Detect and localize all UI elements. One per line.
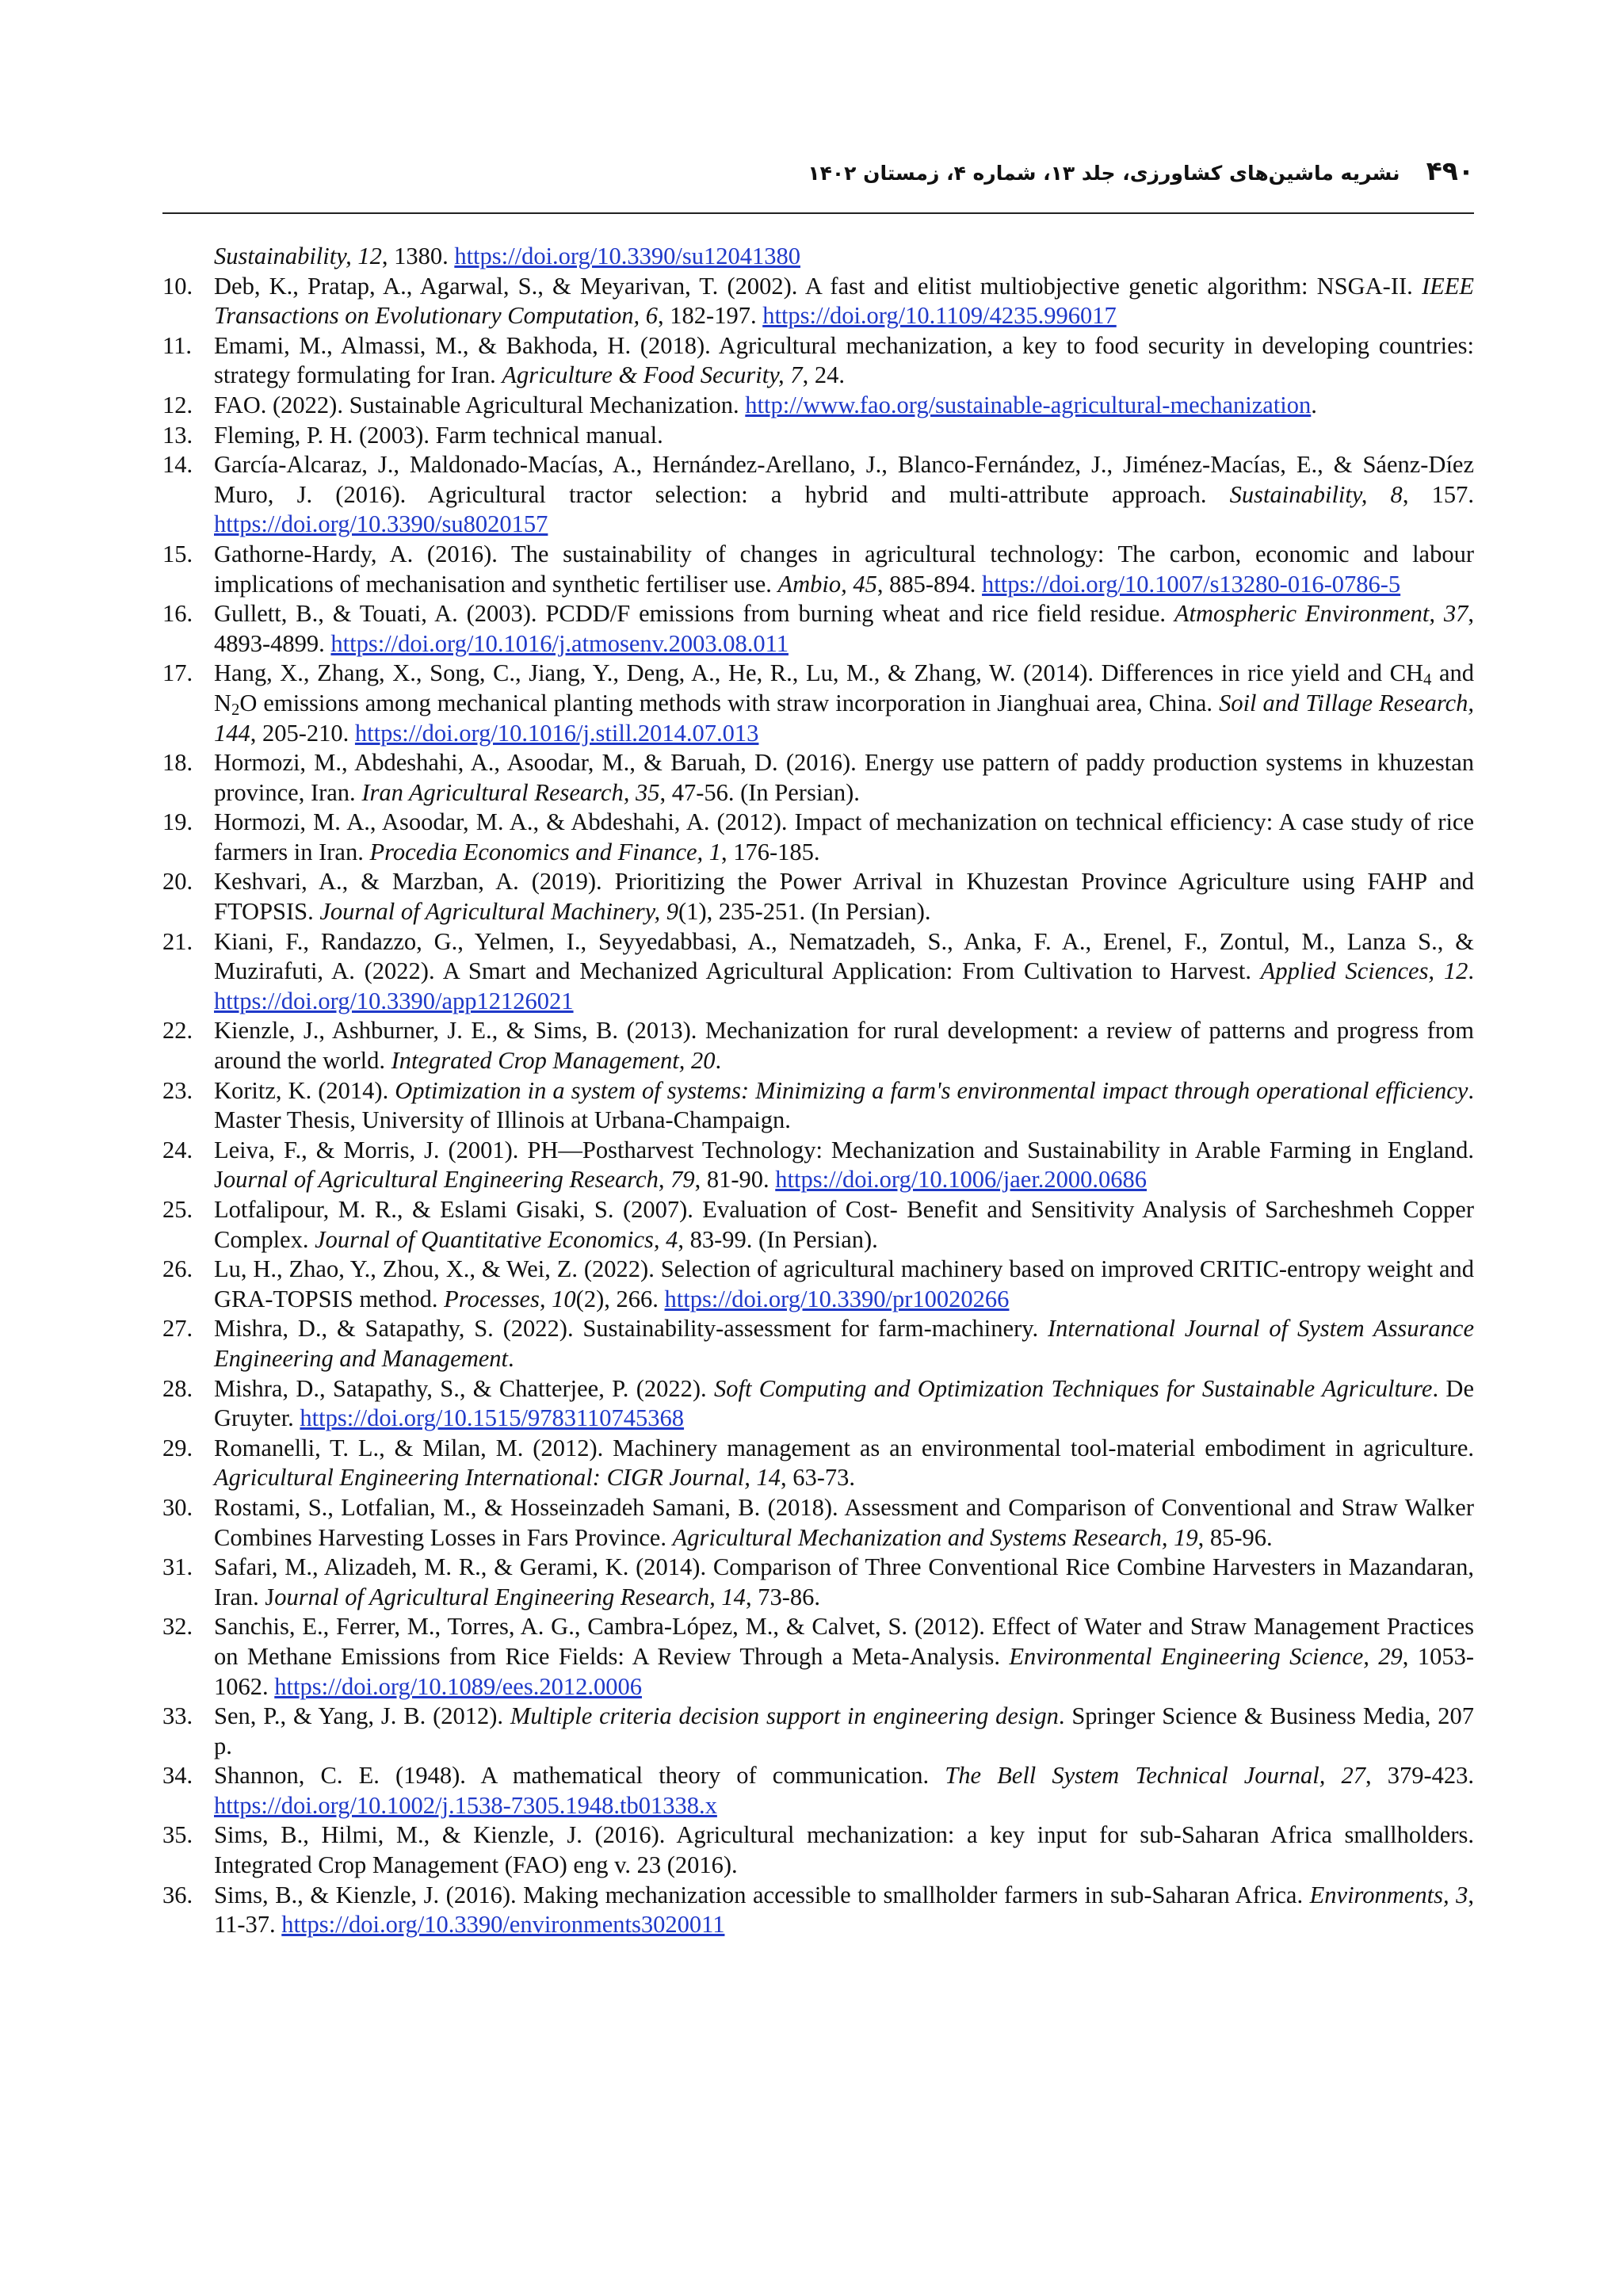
reference-text (214, 867, 1474, 926)
source-title: Processes, 10 (444, 1285, 576, 1312)
reference-number: 33. (162, 1702, 193, 1730)
source-title: Procedia Economics and Finance, 1 (369, 838, 722, 865)
source-title: IEEE Transactions on Evolutionary Computation, 6 (214, 272, 1474, 330)
source-title: Integrated Crop Management, 20 (391, 1047, 716, 1075)
doi-link[interactable]: https://doi.org/10.1109/4235.996017 (762, 302, 1117, 330)
citation-text: Mishra, D., Satapathy, S., & Chatterjee, P. (2022). (214, 1374, 715, 1402)
reference-text (214, 1076, 1474, 1136)
citation-text: . (1311, 391, 1317, 418)
reference-item (162, 1881, 1474, 1940)
reference-number: 14. (162, 451, 193, 479)
source-title: Agriculture & Food Security, 7 (502, 361, 803, 389)
citation-text: Rostami, S., Lotfalian, M., & Hosseinzadeh Samani, B. (2018). Assessment and Comparison of Conventional and Straw Walker Combines Harvesting Losses in Fars Province. (214, 1493, 1474, 1551)
citation-text: . Master Thesis, University of Illinois at Urbana-Champaign. (214, 1076, 1474, 1134)
header-rule (162, 212, 1474, 214)
citation-text: , 1053-1062. (214, 1642, 1474, 1700)
reference-text (214, 331, 1474, 391)
reference-text (214, 1016, 1474, 1075)
reference-text (214, 421, 1474, 451)
reference-item (162, 599, 1474, 659)
citation-text: FAO. (2022). Sustainable Agricultural Mechanization. (214, 391, 746, 418)
reference-text (214, 1702, 1474, 1761)
citation-text: Lu, H., Zhao, Y., Zhou, X., & Wei, Z. (2022). Selection of agricultural machinery based on improved CRITIC-entropy weight and GRA-TOPSIS method. (214, 1255, 1474, 1312)
citation-text: . (1468, 957, 1474, 985)
reference-item (162, 272, 1474, 331)
citation-text: . De Gruyter. (214, 1374, 1474, 1432)
citation-text: Safari, M., Alizadeh, M. R., & Gerami, K. (2014). Comparison of Three Conventional Rice Combine Harvesters in Mazandaran, Iran. J (214, 1553, 1474, 1610)
reference-number: 32. (162, 1613, 193, 1641)
citation-text: , 4893-4899. (214, 600, 1474, 657)
reference-text (214, 1136, 1474, 1195)
reference-item (162, 1820, 1474, 1880)
reference-number: 34. (162, 1762, 193, 1790)
citation-text: Gullett, B., & Touati, A. (2003). PCDD/F emissions from burning wheat and rice field residue. (214, 600, 1174, 628)
doi-link[interactable]: https://doi.org/10.3390/pr10020266 (664, 1285, 1010, 1312)
citation-text: Koritz, K. (2014). (214, 1076, 395, 1104)
source-title: The Bell System Technical Journal, 27 (945, 1762, 1365, 1790)
doi-link[interactable]: https://doi.org/10.3390/su8020157 (214, 510, 548, 538)
reference-item (162, 1612, 1474, 1702)
citation-text: . (715, 1047, 722, 1075)
citation-text: , 157. (1402, 480, 1475, 508)
doi-link[interactable]: https://doi.org/10.1006/jaer.2000.0686 (775, 1166, 1148, 1194)
subscript: 2 (231, 701, 240, 720)
reference-number: 30. (162, 1493, 193, 1521)
reference-number: 25. (162, 1196, 193, 1223)
citation-text: , 47-56. (In Persian). (659, 778, 860, 806)
reference-text (214, 927, 1474, 1017)
source-title: Agricultural Mechanization and Systems Research, 19 (672, 1523, 1198, 1551)
citation-text: , 73-86. (745, 1583, 820, 1610)
reference-item (162, 659, 1474, 748)
source-title: Optimization in a system of systems: Minimizing a farm's environmental impact through operational efficiency (395, 1076, 1468, 1104)
subscript: 4 (1423, 671, 1432, 690)
citation-text: Kienzle, J., Ashburner, J. E., & Sims, B. (2013). Mechanization for rural development: a review of patterns and progress from around the world. (214, 1017, 1474, 1075)
citation-text: (2), 266. (575, 1285, 665, 1312)
reference-number: 21. (162, 927, 193, 955)
citation-text: Hang, X., Zhang, X., Song, C., Jiang, Y., Deng, A., He, R., Lu, M., & Zhang, W. (2014). Differences in rice yield and CH (214, 659, 1423, 687)
reference-number: 11. (162, 331, 192, 359)
reference-text (214, 808, 1474, 867)
citation-text: , 182-197. (658, 302, 763, 330)
reference-item (162, 1553, 1474, 1612)
reference-item (162, 748, 1474, 808)
citation-text: , 379-423. (1365, 1762, 1474, 1790)
citation-text: Hormozi, M. A., Asoodar, M. A., & Abdeshahi, A. (2012). Impact of mechanization on technical efficiency: A case study of rice farmers in Iran. (214, 808, 1474, 865)
doi-link[interactable]: https://doi.org/10.3390/environments3020011 (281, 1911, 725, 1939)
citation-text: Sims, B., & Kienzle, J. (2016). Making mechanization accessible to smallholder farmers in sub-Saharan Africa. (214, 1881, 1310, 1908)
citation-text: , 205-210. (250, 719, 355, 747)
citation-text: , 885-894. (876, 570, 983, 598)
citation-text: Sims, B., Hilmi, M., & Kienzle, J. (2016). Agricultural mechanization: a key input for sub-Saharan Africa smallholders. Integrated Crop Management (FAO) eng v. 23 (2016). (214, 1821, 1474, 1879)
doi-link[interactable]: https://doi.org/10.1515/9783110745368 (300, 1404, 685, 1432)
reference-number: 27. (162, 1315, 193, 1343)
reference-item (162, 450, 1474, 540)
journal-issue-line: نشریه ماشین‌های کشاورزی، جلد ۱۳، شماره ۴، زمستان ۱۴۰۲ (808, 162, 1400, 185)
source-title: Sustainability, 8 (1229, 480, 1403, 508)
reference-text (214, 659, 1474, 748)
reference-text (214, 540, 1474, 599)
reference-text (214, 1314, 1474, 1373)
source-title: Iran Agricultural Research, 35 (361, 778, 660, 806)
reference-number: 13. (162, 421, 193, 449)
reference-number: 16. (162, 600, 193, 628)
reference-item (162, 1434, 1474, 1493)
running-header (162, 155, 1474, 203)
reference-text (214, 242, 1474, 272)
source-title: Environments, 3 (1309, 1881, 1468, 1908)
citation-text: , 11-37. (214, 1881, 1474, 1939)
doi-link[interactable]: https://doi.org/10.3390/su12041380 (454, 243, 800, 269)
citation-text: Sanchis, E., Ferrer, M., Torres, A. G., Cambra-López, M., & Calvet, S. (2012). Effect of Water and Straw Management Practices on Methane Emissions from Rice Fields: A Review Through a Meta-Analysis. (214, 1613, 1474, 1670)
reference-list (162, 242, 1474, 1940)
reference-text (214, 748, 1474, 808)
source-title: Journal of Quantitative Economics, 4 (315, 1225, 678, 1253)
source-title: Multiple criteria decision support in engineering design (510, 1702, 1059, 1730)
reference-text (214, 1761, 1474, 1820)
reference-number: 24. (162, 1136, 193, 1163)
reference-text (214, 1434, 1474, 1493)
citation-text: (1), 235-251. (In Persian). (678, 898, 931, 926)
reference-text (214, 272, 1474, 331)
reference-item (162, 391, 1474, 421)
reference-number: 35. (162, 1821, 193, 1849)
source-title: International Journal of System Assurance Engineering and Management (214, 1315, 1474, 1372)
reference-item (162, 331, 1474, 391)
doi-link[interactable]: http://www.fao.org/sustainable-agricultural-mechanization (745, 391, 1312, 418)
reference-number: 36. (162, 1881, 193, 1908)
reference-text (214, 1820, 1474, 1880)
citation-text: Sen, P., & Yang, J. B. (2012). (214, 1702, 510, 1730)
citation-text: Fleming, P. H. (2003). Farm technical manual. (214, 421, 663, 449)
citation-text: Shannon, C. E. (1948). A mathematical theory of communication. (214, 1762, 945, 1790)
source-title: Applied Sciences, 12 (1260, 957, 1468, 985)
reference-item (162, 1314, 1474, 1373)
doi-link[interactable]: https://doi.org/10.1089/ees.2012.0006 (274, 1672, 642, 1700)
reference-item (162, 1493, 1474, 1553)
source-title: Environmental Engineering Science, 29 (1009, 1642, 1403, 1670)
reference-item (162, 1374, 1474, 1434)
citation-text: Romanelli, T. L., & Milan, M. (2012). Machinery management as an environmental tool-material embodiment in agriculture. (214, 1434, 1474, 1461)
citation-text: . Springer Science & Business Media, 207 p. (214, 1702, 1475, 1759)
reference-item (162, 421, 1474, 451)
reference-text (214, 1553, 1474, 1612)
citation-text: Deb, K., Pratap, A., Agarwal, S., & Meyarivan, T. (2002). A fast and elitist multiobjective genetic algorithm: NSGA-II. (214, 272, 1422, 300)
source-title: ournal of Agricultural Engineering Research, 79 (223, 1166, 695, 1194)
source-title: Atmospheric Environment, 37 (1174, 600, 1468, 628)
citation-text: Emami, M., Almassi, M., & Bakhoda, H. (2018). Agricultural mechanization, a key to food security in developing countries: strategy formulating for Iran. (214, 331, 1474, 389)
doi-link[interactable]: https://doi.org/10.1016/j.still.2014.07.013 (354, 719, 759, 747)
citation-text: , 83-99. (In Persian). (678, 1225, 878, 1253)
doi-link[interactable]: https://doi.org/10.1002/j.1538-7305.1948.tb01338.x (214, 1791, 717, 1819)
reference-item (162, 867, 1474, 926)
reference-number: 12. (162, 391, 193, 418)
reference-number: 31. (162, 1553, 193, 1581)
reference-text (214, 450, 1474, 540)
citation-text: , 24. (802, 361, 845, 389)
reference-text (214, 391, 1474, 421)
reference-number: 20. (162, 868, 193, 896)
source-title: ournal of Agricultural Engineering Research, 14 (274, 1583, 746, 1610)
reference-item (162, 242, 1474, 272)
reference-text (214, 1493, 1474, 1553)
reference-number: 23. (162, 1076, 193, 1104)
reference-text (214, 1612, 1474, 1702)
reference-item (162, 927, 1474, 1017)
reference-text (214, 1255, 1474, 1314)
citation-text: Lotfalipour, M. R., & Eslami Gisaki, S. (2007). Evaluation of Cost- Benefit and Sensitivity Analysis of Sarcheshmeh Copper Complex. (214, 1196, 1474, 1253)
reference-number: 22. (162, 1017, 193, 1045)
reference-item (162, 1016, 1474, 1075)
reference-item (162, 540, 1474, 599)
reference-number: 10. (162, 272, 193, 300)
reference-item (162, 1195, 1474, 1255)
reference-text (214, 1374, 1474, 1434)
citation-text: García-Alcaraz, J., Maldonado-Macías, A., Hernández-Arellano, J., Blanco-Fernández, J., Jiménez-Macías, E., & Sáenz-Díez Muro, J. (2016). Agricultural tractor selection: a hybrid and multi-attribute approach. (214, 451, 1474, 508)
doi-link[interactable]: https://doi.org/10.1016/j.atmosenv.2003.08.011 (330, 629, 789, 657)
citation-text: Keshvari, A., & Marzban, A. (2019). Prioritizing the Power Arrival in Khuzestan Province Agriculture using FAHP and FTOPSIS. (214, 868, 1474, 926)
reference-number: 17. (162, 659, 193, 687)
citation-text: , 176-185. (721, 838, 820, 865)
citation-text: O emissions among mechanical planting methods with straw incorporation in Jianghuai area, China. (239, 689, 1220, 716)
reference-text (214, 1881, 1474, 1940)
doi-link[interactable]: https://doi.org/10.1007/s13280-016-0786-5 (982, 570, 1401, 598)
reference-text (214, 1195, 1474, 1255)
reference-number: 19. (162, 808, 193, 836)
citation-text: Hormozi, M., Abdeshahi, A., Asoodar, M., & Baruah, D. (2016). Energy use pattern of paddy production systems in khuzestan province, Iran. (214, 749, 1474, 806)
source-title: Soil and Tillage Research, 144 (214, 689, 1474, 747)
citation-text: . (508, 1344, 514, 1372)
citation-text: , 85-96. (1197, 1523, 1273, 1551)
source-title: Soft Computing and Optimization Techniques for Sustainable Agriculture (714, 1374, 1433, 1402)
reference-text (214, 599, 1474, 659)
citation-text: , 81-90. (694, 1166, 776, 1194)
reference-item (162, 1076, 1474, 1136)
reference-number: 28. (162, 1374, 193, 1402)
citation-text: , 1380. (381, 243, 455, 269)
citation-text: , 63-73. (780, 1464, 856, 1492)
reference-number: 29. (162, 1434, 193, 1461)
source-title: Journal of Agricultural Machinery, 9 (319, 898, 679, 926)
reference-item (162, 1702, 1474, 1761)
source-title: Sustainability, 12 (214, 243, 382, 269)
reference-number: 15. (162, 540, 193, 567)
reference-number: 26. (162, 1255, 193, 1283)
citation-text: Mishra, D., & Satapathy, S. (2022). Sustainability-assessment for farm-machinery. (214, 1315, 1048, 1343)
source-title: Ambio, 45 (777, 570, 877, 598)
citation-text: Gathorne-Hardy, A. (2016). The sustainability of changes in agricultural technology: The carbon, economic and labour implications of mechanisation and synthetic fertiliser use. (214, 540, 1474, 598)
citation-text: and N (214, 659, 1474, 716)
reference-item (162, 1255, 1474, 1314)
reference-number: 18. (162, 749, 193, 777)
citation-text: Leiva, F., & Morris, J. (2001). PH—Postharvest Technology: Mechanization and Sustainability in Arable Farming in England. J (214, 1136, 1474, 1194)
doi-link[interactable]: https://doi.org/10.3390/app12126021 (214, 987, 574, 1014)
page-number: ۴۹۰ (1426, 155, 1474, 186)
source-title: Agricultural Engineering International: CIGR Journal, 14 (214, 1464, 781, 1492)
reference-item (162, 1136, 1474, 1195)
reference-item (162, 808, 1474, 867)
citation-text: Kiani, F., Randazzo, G., Yelmen, I., Seyyedabbasi, A., Nematzadeh, S., Anka, F. A., Erenel, F., Zontul, M., Lanza S., & Muzirafuti, A. (2022). A Smart and Mechanized Agricultural Application: From Cultivation to Harvest. (214, 927, 1474, 985)
reference-item (162, 1761, 1474, 1820)
